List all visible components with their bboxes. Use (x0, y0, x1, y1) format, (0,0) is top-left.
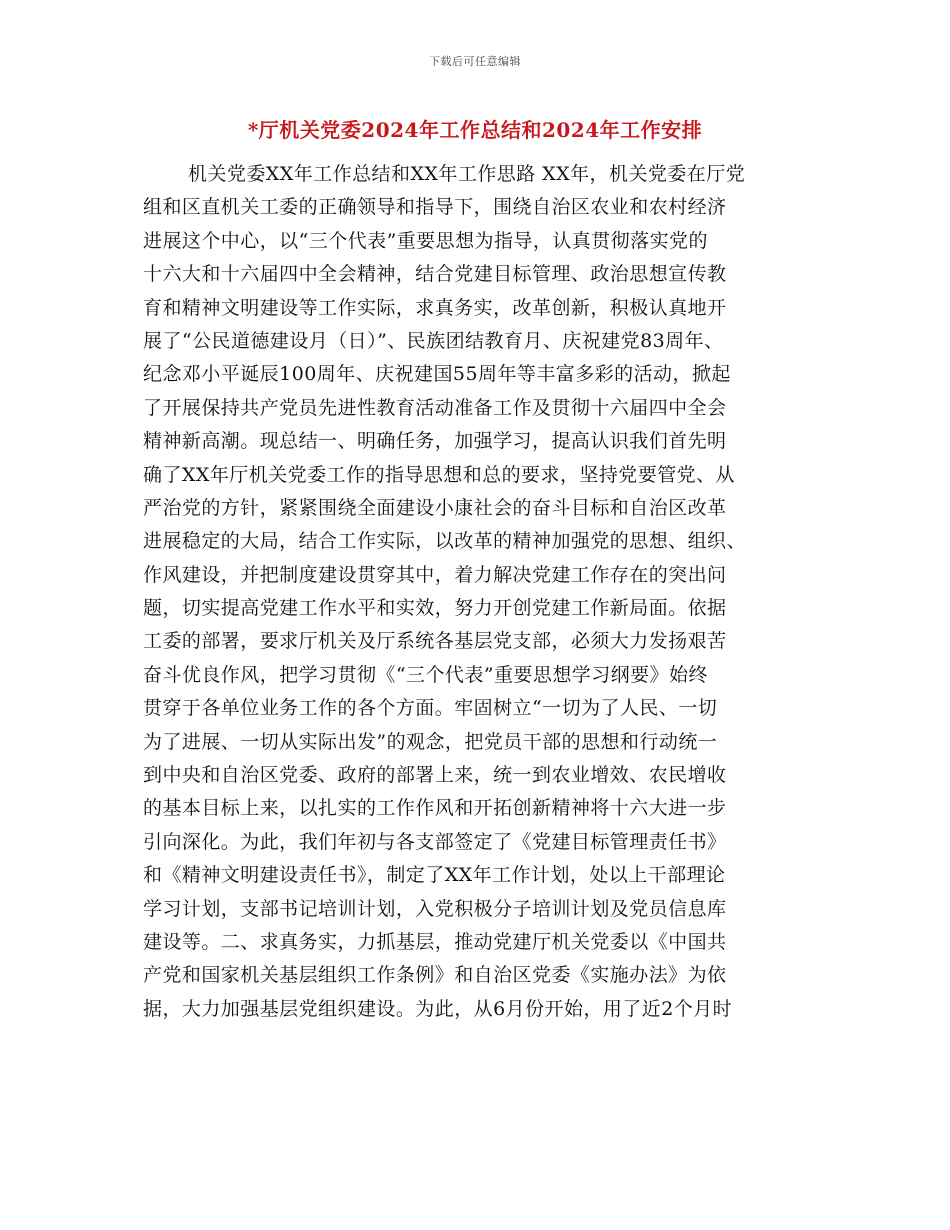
document-body (143, 160, 823, 1028)
body-line: 展了“公民道德建设月（日）”、民族团结教育月、庆祝建党83周年、 (143, 329, 724, 352)
body-line: 题，切实提高党建工作水平和实效，努力开创党建工作新局面。依据 (143, 597, 727, 620)
body-line: 到中央和自治区党委、政府的部署上来，统一到农业增效、农民增收 (143, 764, 727, 787)
body-line: 精神新高潮。现总结一、明确任务，加强学习，提高认识我们首先明 (143, 430, 727, 453)
body-line: 严治党的方针，紧紧围绕全面建设小康社会的奋斗目标和自治区改革 (143, 496, 727, 519)
document-title: *厅机关党委2024年工作总结和2024年工作安排 (247, 118, 703, 142)
body-line: 建设等。二、求真务实，力抓基层，推动党建厅机关党委以《中国共 (143, 930, 727, 953)
body-line: 引向深化。为此，我们年初与各支部签定了《党建目标管理责任书》 (143, 830, 727, 853)
body-line: 组和区直机关工委的正确领导和指导下，围绕自治区农业和农村经济 (143, 196, 727, 219)
body-line: 贯穿于各单位业务工作的各个方面。牢固树立“一切为了人民、一切 (143, 697, 718, 720)
body-line: 确了XX年厅机关党委工作的指导思想和总的要求，坚持党要管党、从 (143, 463, 736, 486)
body-line: 和《精神文明建设责任书》，制定了XX年工作计划，处以上干部理论 (143, 864, 726, 887)
body-line: 机关党委XX年工作总结和XX年工作思路 XX年，机关党委在厅党 (188, 163, 746, 185)
body-line: 产党和国家机关基层组织工作条例》和自治区党委《实施办法》为依 (143, 964, 727, 987)
body-line: 进展这个中心，以“三个代表”重要思想为指导，认真贯彻落实党的 (143, 229, 708, 252)
body-line: 育和精神文明建设等工作实际，求真务实，改革创新，积极认真地开 (143, 296, 727, 319)
body-line: 学习计划，支部书记培训计划，入党积极分子培训计划及党员信息库 (143, 897, 727, 920)
body-line: 了开展保持共产党员先进性教育活动准备工作及贯彻十六届四中全会 (143, 396, 727, 419)
body-line: 工委的部署，要求厅机关及厅系统各基层党支部，必须大力发扬艰苦 (143, 630, 727, 653)
body-line: 十六大和十六届四中全会精神，结合党建目标管理、政治思想宣传教 (143, 263, 727, 286)
body-line: 纪念邓小平诞辰100周年、庆祝建国55周年等丰富多彩的活动，掀起 (143, 363, 731, 386)
body-line: 进展稳定的大局，结合工作实际，以改革的精神加强党的思想、组织、 (143, 530, 746, 553)
body-line: 为了进展、一切从实际出发”的观念，把党员干部的思想和行动统一 (143, 730, 718, 753)
page-header-note: 下载后可任意编辑 (429, 55, 521, 68)
body-line: 奋斗优良作风，把学习贯彻《“三个代表”重要思想学习纲要》始终 (143, 663, 708, 686)
body-line: 的基本目标上来，以扎实的工作作风和开拓创新精神将十六大进一步 (143, 797, 727, 820)
body-line: 据，大力加强基层党组织建设。为此，从6月份开始，用了近2个月时 (143, 997, 733, 1020)
body-line: 作风建设，并把制度建设贯穿其中，着力解决党建工作存在的突出问 (143, 563, 727, 586)
